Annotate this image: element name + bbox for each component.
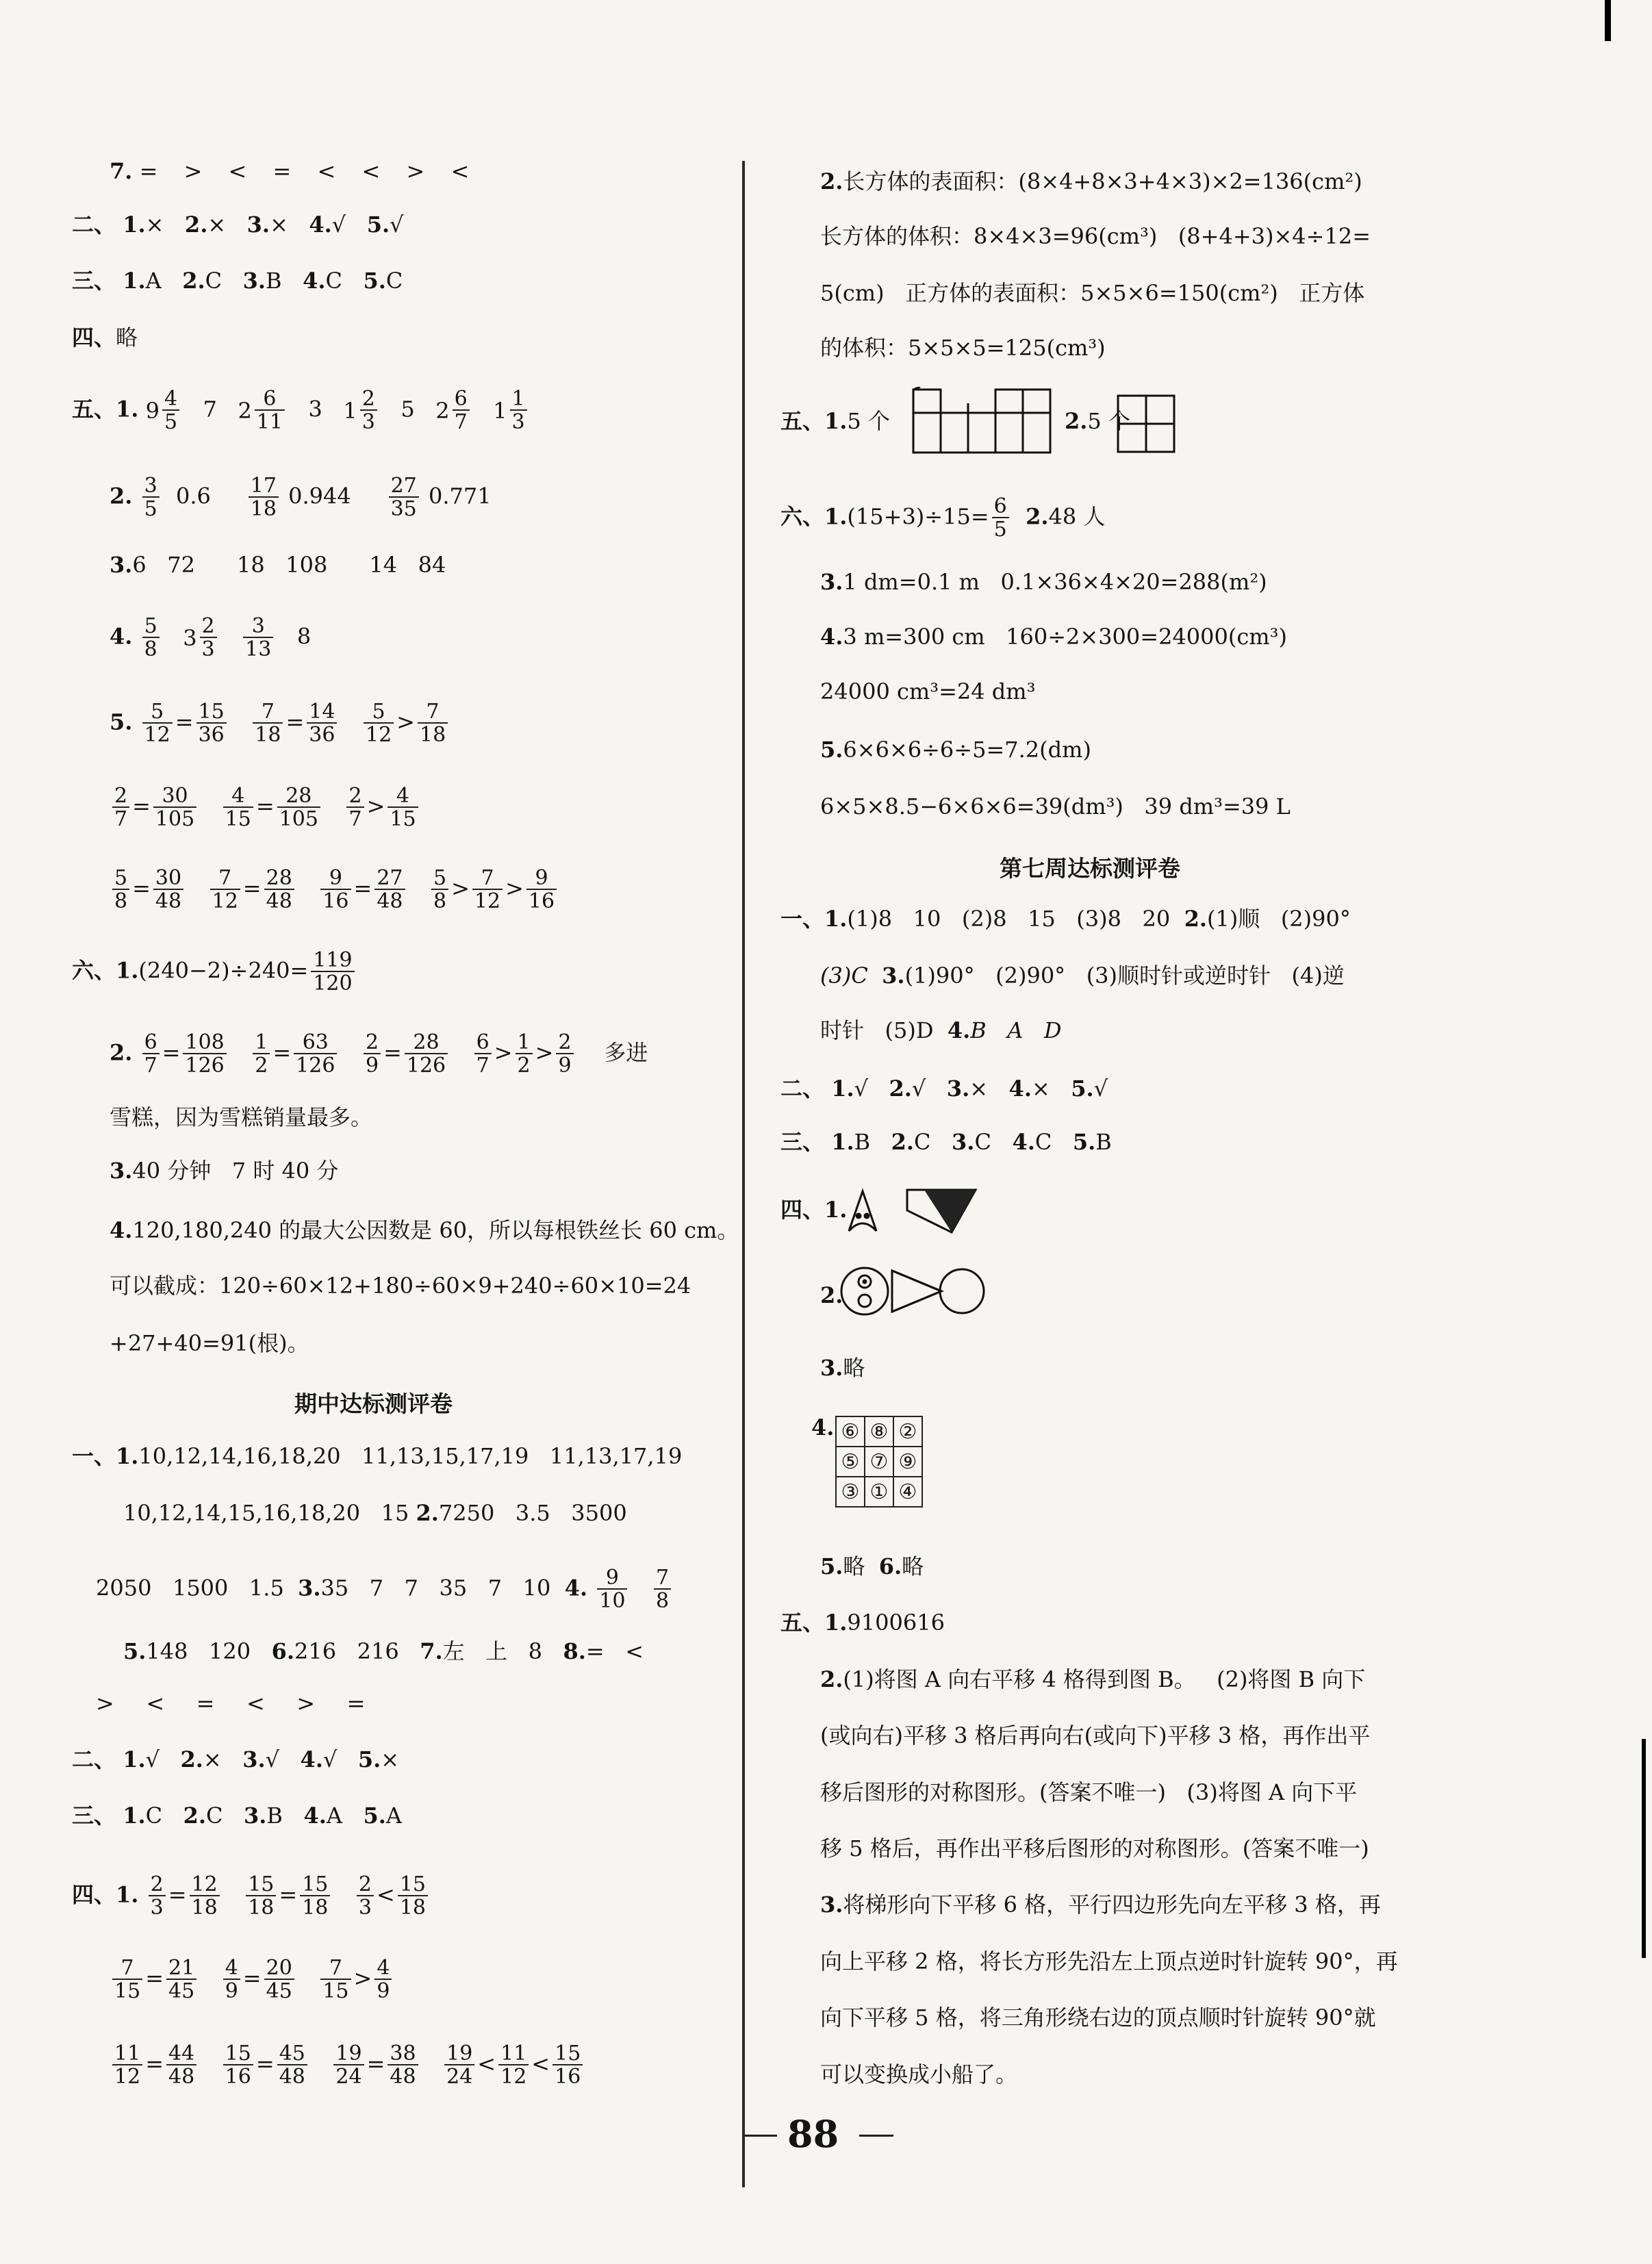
answer-line: 2. $\frac{6}{7}$ = $\frac{108}{126}$ $\frac{1}{2}$ = $\frac{63}{126}$ $\frac{2}{9}$ = $\frac{28}{126}$ $\frac{6}{7}$ > $\frac{1}{2}$ > $\frac{2}{9}$ 多进 <box>110 1030 648 1078</box>
answer-line: 长方体的体积：8×4×3=96(cm³) (8+4+3)×4÷12= <box>820 223 1371 249</box>
answer-line: 雪糕，因为雪糕销量最多。 <box>110 1104 373 1130</box>
answer-line: > < = < > = <box>96 1690 368 1716</box>
answer-line: 7. = > < = < < > < <box>110 158 479 184</box>
answer-line: 六、1.(240−2)÷240= $\frac{119}{120}$ <box>72 950 357 994</box>
answer-line: 四、1. $\frac{2}{3}$ = $\frac{12}{18}$ $\frac{15}{18}$ = $\frac{15}{18}$ $\frac{2}{3}$ < $\frac{15}{18}$ <box>72 1874 431 1918</box>
grid-cell: ⑨ <box>893 1447 922 1477</box>
answer-line: 2.5 个 <box>1065 408 1130 434</box>
number-grid <box>835 1416 923 1508</box>
grid-cell: ⑧ <box>865 1416 893 1447</box>
column-divider <box>742 161 745 2187</box>
edge-mark <box>1605 0 1611 41</box>
answer-line: 移后图形的对称图形。(答案不唯一) (3)将图 A 向下平 <box>820 1779 1358 1805</box>
answer-line: 5(cm) 正方体的表面积：5×5×6=150(cm²) 正方体 <box>820 280 1365 306</box>
answer-line: 五、1.9100616 <box>780 1610 945 1636</box>
page-number-dash <box>859 2135 893 2137</box>
answer-line: 4.120,180,240 的最大公因数是 60，所以每根铁丝长 60 cm。 <box>110 1217 739 1243</box>
answer-line: 移 5 格后，再作出平移后图形的对称图形。(答案不唯一) <box>820 1835 1369 1861</box>
answer-line: 3.将梯形向下平移 6 格，平行四边形先向左平移 3 格，再 <box>820 1892 1381 1918</box>
section-heading: 期中达标测评卷 <box>294 1390 453 1417</box>
answer-line: (3)C 3.(1)90° (2)90° (3)顺时针或逆时针 (4)逆 <box>820 963 1345 989</box>
answer-line: 向上平移 2 格，将长方形先沿左上顶点逆时针旋转 90°，再 <box>820 1948 1398 1974</box>
answer-line: 时针 (5)D 4.B A D <box>820 1017 1062 1043</box>
answer-line: 五、1.5 个 <box>780 408 890 434</box>
grid-cell: ⑦ <box>865 1447 893 1477</box>
grid-cell: ③ <box>836 1477 865 1507</box>
answer-line: 五、1. 9 4 5 7 2 6 11 3 1 2 3 5 2 6 7 1 1 3 <box>72 389 530 433</box>
answer-line: 3.略 <box>820 1355 865 1381</box>
answer-line: 二、 1.√ 2.√ 3.× 4.× 5.√ <box>780 1076 1108 1102</box>
answer-line: 2. $\frac{3}{5}$ 0.6 $\frac{17}{18}$ 0.944 $\frac{27}{35}$ 0.771 <box>110 474 492 521</box>
answer-line: +27+40=91(根)。 <box>110 1330 309 1356</box>
answer-line: 6×5×8.5−6×6×6=39(dm³) 39 dm³=39 L <box>820 793 1291 819</box>
grid-cell: ② <box>893 1416 922 1447</box>
rotation-figure-2 <box>839 1261 1003 1323</box>
answer-line: 2. <box>820 1282 843 1308</box>
answer-line: 5.6×6×6÷6÷5=7.2(dm) <box>820 737 1091 763</box>
answer-line: 三、 1.B 2.C 3.C 4.C 5.B <box>780 1129 1112 1155</box>
grid-cell: ⑥ <box>836 1416 865 1447</box>
answer-line: 一、1.10,12,14,16,18,20 11,13,15,17,19 11,13,17,19 <box>72 1443 683 1469</box>
answer-line: $\frac{5}{8}$ = $\frac{30}{48}$ $\frac{7}{12}$ = $\frac{28}{48}$ $\frac{9}{16}$ = $\frac{27}{48}$ $\frac{5}{8}$ > $\frac{7}{12}$ > $\frac{9}{16}$ <box>110 868 559 912</box>
answer-line: 三、 1.A 2.C 3.B 4.C 5.C <box>72 268 403 294</box>
answer-line: $\frac{2}{7}$ = $\frac{30}{105}$ $\frac{4}{15}$ = $\frac{28}{105}$ $\frac{2}{7}$ > $\frac{4}{15}$ <box>110 786 421 830</box>
answer-line: 四、1. <box>780 1197 848 1223</box>
cube-front-view-figure <box>911 387 1054 455</box>
answer-line: 三、 1.C 2.C 3.B 4.A 5.A <box>72 1803 402 1829</box>
answer-line: (或向右)平移 3 格后再向右(或向下)平移 3 格，再作出平 <box>820 1722 1371 1748</box>
answer-line: 2050 1500 1.5 3.35 7 7 35 7 10 4. $\frac{9}{10}$ $\frac{7}{8}$ <box>96 1568 674 1612</box>
answer-line: 3.40 分钟 7 时 40 分 <box>110 1158 339 1184</box>
page-number-dash <box>743 2135 777 2137</box>
answer-line: 4.3 m=300 cm 160÷2×300=24000(cm³) <box>820 624 1287 650</box>
edge-mark <box>1642 1739 1646 1958</box>
answer-line: 可以变换成小船了。 <box>820 2061 1018 2087</box>
answer-line: 向下平移 5 格，将三角形绕右边的顶点顺时针旋转 90°就 <box>820 2005 1376 2031</box>
answer-line: 二、 1.√ 2.× 3.√ 4.√ 5.× <box>72 1746 400 1772</box>
answer-line: 六、1.(15+3)÷15= $\frac{6}{5}$ 2.48 人 <box>780 494 1106 542</box>
answer-line: 3.1 dm=0.1 m 0.1×36×4×20=288(m²) <box>820 569 1267 595</box>
answer-line: $\frac{11}{12}$ = $\frac{44}{48}$ $\frac{15}{16}$ = $\frac{45}{48}$ $\frac{19}{24}$ = $\frac{38}{48}$ $\frac{19}{24}$ < $\frac{11}{12}$ < $\frac{15}{16}$ <box>110 2044 585 2087</box>
answer-line: 2.(1)将图 A 向右平移 4 格得到图 B。 (2)将图 B 向下 <box>820 1666 1366 1692</box>
answer-line: 四、略 <box>72 325 138 351</box>
answer-line: 2.长方体的表面积：(8×4+8×3+4×3)×2=136(cm²) <box>820 168 1362 194</box>
answer-line: 24000 cm³=24 dm³ <box>820 678 1036 704</box>
answer-line: 二、 1.× 2.× 3.× 4.√ 5.√ <box>72 212 404 238</box>
grid-cell: ① <box>865 1477 893 1507</box>
answer-line: 的体积：5×5×5=125(cm³) <box>820 335 1106 361</box>
page-number: 88 <box>787 2112 839 2156</box>
grid-cell: ④ <box>893 1477 922 1507</box>
square-grid-figure <box>1116 394 1178 455</box>
grid-cell: ⑤ <box>836 1447 865 1477</box>
answer-line: 5.148 120 6.216 216 7.左 上 8 8.= < <box>123 1638 644 1664</box>
answer-line: 3.6 72 18 108 14 84 <box>110 552 446 578</box>
answer-line: 5.略 6.略 <box>820 1553 924 1579</box>
answer-line: 4. <box>811 1414 835 1440</box>
answer-line: 10,12,14,15,16,18,20 15 2.7250 3.5 3500 <box>123 1500 627 1526</box>
section-heading: 第七周达标测评卷 <box>1000 855 1180 882</box>
answer-line: 5. $\frac{5}{12}$ = $\frac{15}{36}$ $\frac{7}{18}$ = $\frac{14}{36}$ $\frac{5}{12}$ > $\frac{7}{18}$ <box>110 702 450 746</box>
answer-line: $\frac{7}{15}$ = $\frac{21}{45}$ $\frac{4}{9}$ = $\frac{20}{45}$ $\frac{7}{15}$ > $\frac{4}{9}$ <box>110 1958 394 2002</box>
answer-line: 可以截成：120÷60×12+180÷60×9+240÷60×10=24 <box>110 1273 691 1299</box>
rotation-figure-1 <box>842 1183 979 1238</box>
answer-line: 4. $\frac{5}{8}$ 3 2 3 $\frac{3}{13}$ 8 <box>110 614 312 661</box>
answer-line: 一、1.(1)8 10 (2)8 15 (3)8 20 2.(1)顺 (2)90° <box>780 906 1351 932</box>
